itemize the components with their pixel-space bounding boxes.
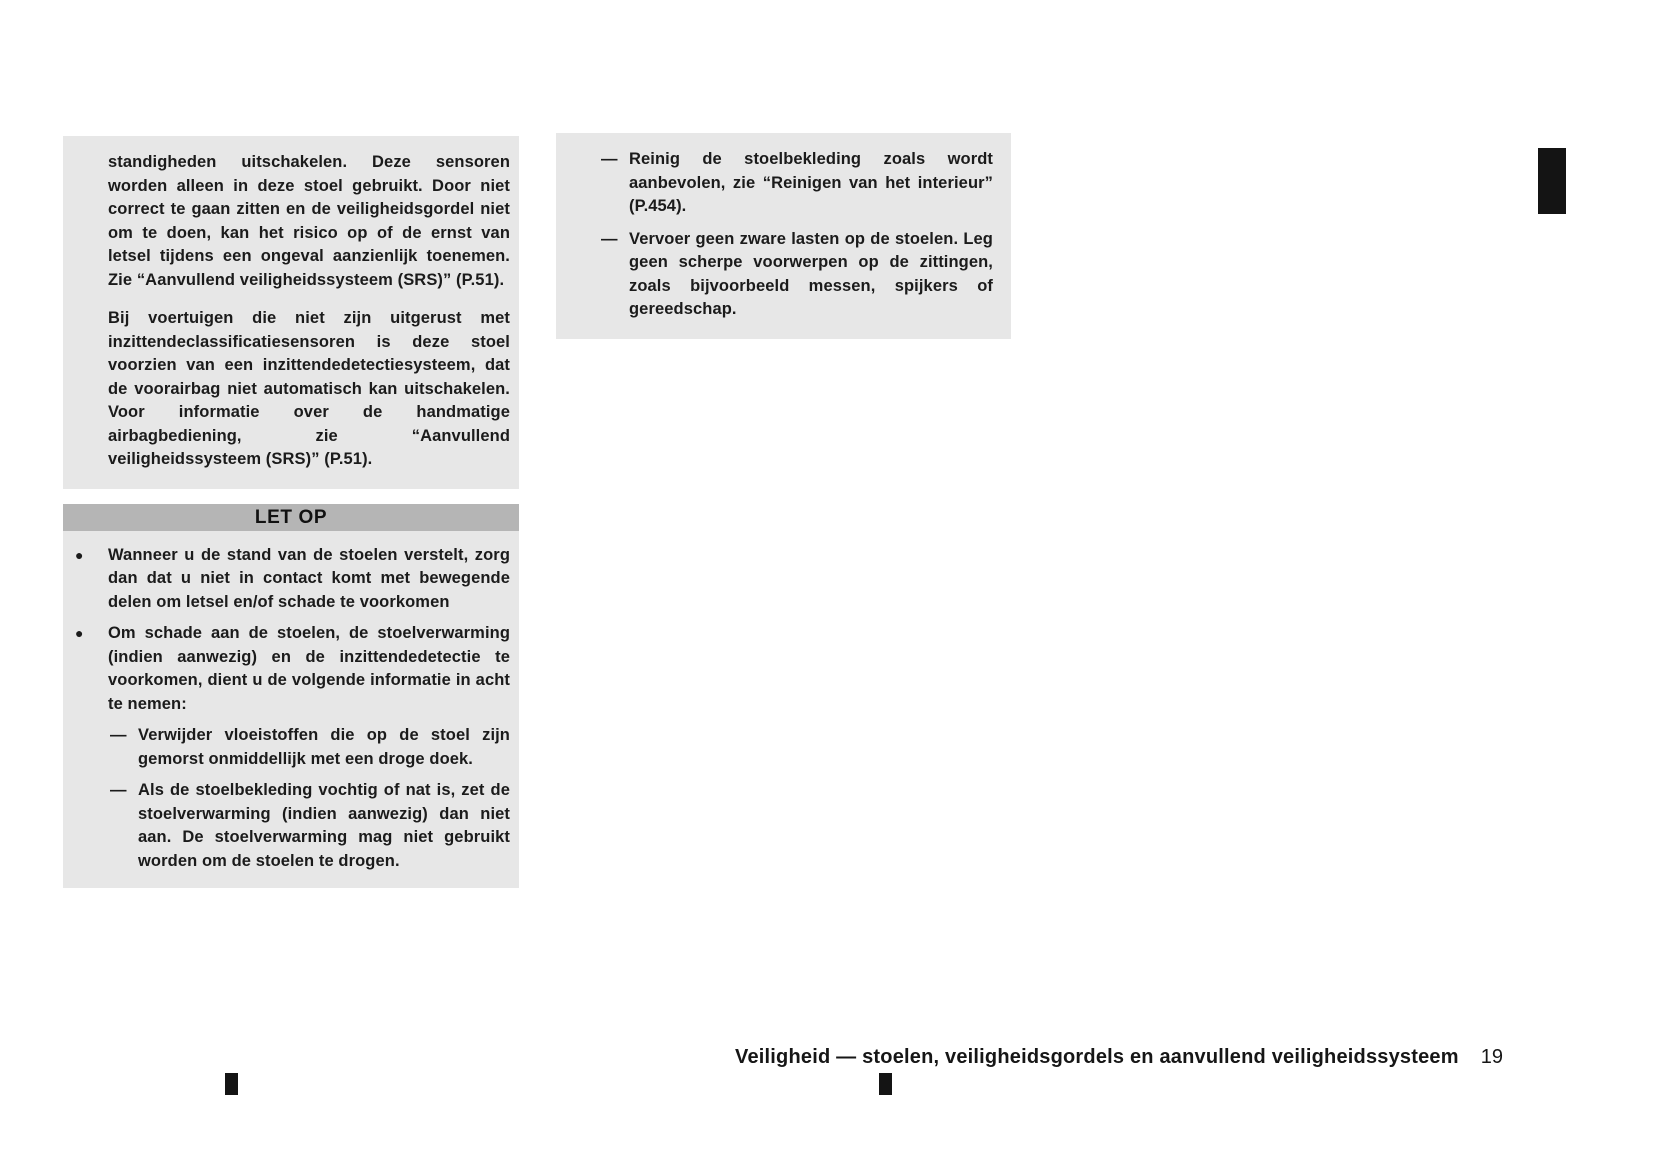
caution-sub-item [110, 779, 510, 873]
bullet-text: Wanneer u de stand van de stoelen verstelt, zorg dan dat u niet in contact komt met bewegende delen om letsel en/of schade te voorkomen [108, 545, 510, 611]
caution-box [63, 531, 519, 889]
section-tab-marker [1538, 148, 1566, 214]
sub-item-text: Verwijder vloeistoffen die op de stoel zijn gemorst onmiddellijk met een droge doek. [138, 726, 510, 768]
caution-sub-item [601, 228, 993, 322]
bullet-icon: ● [75, 546, 84, 563]
page-footer [735, 1046, 1503, 1069]
page-number: 19 [1480, 1046, 1503, 1068]
dash-icon: — [601, 229, 618, 248]
paragraph: Bij voertuigen die niet zijn uitgerust met inzittendeclassificatiesensoren is deze stoel voorzien van een inzittendedetectiesysteem, dat de voorairbag niet automatisch kan uitschakelen. Voor informatie over de handmatige airbagbediening, zie “Aanvullend veiligheidssysteem (SRS)” (P.51). [108, 309, 510, 468]
caution-sub-item [601, 148, 993, 219]
caution-bullet [75, 622, 510, 716]
dash-icon: — [110, 726, 127, 744]
caution-sub-item [110, 724, 510, 771]
dash-icon: — [110, 781, 127, 799]
right-column [556, 133, 1011, 339]
paragraph: standigheden uitschakelen. Deze sensoren worden alleen in deze stoel gebruikt. Door niet correct te gaan zitten en de veiligheidsgordel niet om te doen, kan het risico op of de ernst van letsel tijdens een ongeval aanzienlijk toenemen. Zie “Aanvullend veiligheidssysteem (SRS)” (P.51). [108, 153, 510, 289]
print-registration-mark [879, 1073, 892, 1095]
print-registration-mark [225, 1073, 238, 1095]
caution-box-continued [556, 133, 1011, 339]
sub-item-text: Vervoer geen zware lasten op de stoelen. Leg geen scherpe voorwerpen op de zittingen, zoals bijvoorbeeld messen, spijkers of gereedschap. [629, 229, 993, 318]
sub-item-text: Reinig de stoelbekleding zoals wordt aanbevolen, zie “Reinigen van het interieur” (P.454). [629, 150, 993, 215]
footer-chapter-title: Veiligheid — stoelen, veiligheidsgordels en aanvullend veiligheidssysteem [735, 1046, 1459, 1068]
caution-bullet [75, 544, 510, 615]
left-column [63, 136, 519, 888]
bullet-text: Om schade aan de stoelen, de stoelverwarming (indien aanwezig) en de inzittendedetectie te voorkomen, dient u de volgende informatie in acht te nemen: [108, 624, 510, 713]
sub-item-text: Als de stoelbekleding vochtig of nat is, zet de stoelverwarming (indien aanwezig) dan niet aan. De stoelverwarming mag niet gebruikt worden om de stoelen te drogen. [138, 781, 510, 870]
bullet-icon: ● [75, 625, 84, 641]
caution-header: LET OP [63, 504, 519, 531]
note-box [63, 136, 519, 489]
dash-icon: — [601, 150, 618, 168]
